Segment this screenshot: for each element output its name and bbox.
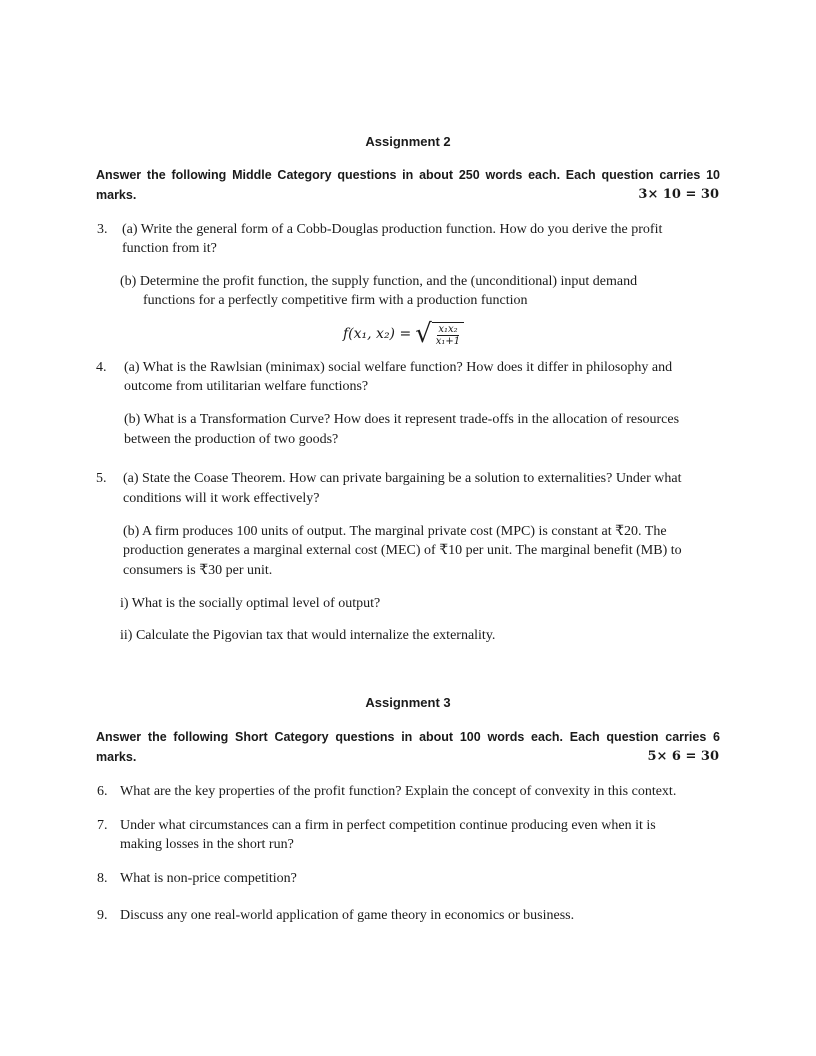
question-4a-line2: outcome from utilitarian welfare functions? (124, 379, 369, 394)
production-function-formula (343, 321, 464, 347)
assignment-2-instruction-cont: marks. (96, 188, 137, 202)
question-5a-line1: (a) State the Coase Theorem. How can private bargaining be a solution to externalities? Under what (123, 471, 682, 486)
formula-fraction (432, 322, 464, 347)
assignment-2-marks: 3× 10 = 30 (638, 187, 719, 202)
question-4b-line2: between the production of two goods? (124, 432, 339, 447)
question-5-part-ii: ii) Calculate the Pigovian tax that would internalize the externality. (120, 628, 496, 643)
question-4a-line1: (a) What is the Rawlsian (minimax) social welfare function? How does it differ in philosophy and (124, 360, 673, 375)
sqrt-icon: √ (415, 319, 432, 349)
question-5b-line3: consumers is ₹30 per unit. (123, 563, 273, 578)
question-5-number: 5. (96, 471, 107, 486)
question-7-number: 7. (97, 818, 108, 833)
assignment-3-title: Assignment 3 (365, 695, 451, 710)
question-3a-line2: function from it? (122, 241, 217, 256)
question-6-number: 6. (97, 784, 108, 799)
question-7-line2: making losses in the short run? (120, 837, 294, 852)
assignment-2-instruction: Answer the following Middle Category questions in about 250 words each. Each question carries 10 (96, 168, 720, 182)
question-8-number: 8. (97, 871, 108, 886)
question-3b-line2: functions for a perfectly competitive firm with a production function (143, 293, 528, 308)
question-3b-line1: (b) Determine the profit function, the supply function, and the (unconditional) input demand (120, 274, 638, 289)
question-5b-line1: (b) A firm produces 100 units of output. The marginal private cost (MPC) is constant at ₹20. The (123, 524, 667, 539)
question-6-text: What are the key properties of the profit function? Explain the concept of convexity in this context. (120, 784, 677, 799)
question-4-number: 4. (96, 360, 107, 375)
question-9-number: 9. (97, 908, 108, 923)
assignment-2-title: Assignment 2 (365, 134, 451, 149)
formula-denominator: x₁+1 (435, 335, 461, 347)
question-5b-line2: production generates a marginal external cost (MEC) of ₹10 per unit. The marginal benefit (MB) to (123, 543, 682, 558)
question-7-line1: Under what circumstances can a firm in perfect competition continue producing even when it is (120, 818, 656, 833)
assignment-3-instruction: Answer the following Short Category questions in about 100 words each. Each question carries 6 (96, 730, 720, 744)
question-3-number: 3. (97, 222, 108, 237)
formula-lhs: f(x₁, x₂) = (343, 326, 412, 342)
assignment-3-marks: 5× 6 = 30 (647, 749, 719, 764)
question-9-text: Discuss any one real-world application of game theory in economics or business. (120, 908, 575, 923)
question-3a-line1: (a) Write the general form of a Cobb-Douglas production function. How do you derive the profit (122, 222, 663, 237)
question-8-text: What is non-price competition? (120, 871, 297, 886)
assignment-3-instruction-cont: marks. (96, 750, 137, 764)
question-5a-line2: conditions will it work effectively? (123, 491, 320, 506)
question-4b-line1: (b) What is a Transformation Curve? How does it represent trade-offs in the allocation of resources (124, 412, 680, 427)
question-5-part-i: i) What is the socially optimal level of output? (120, 596, 381, 611)
formula-numerator: x₁x₂ (438, 323, 458, 335)
